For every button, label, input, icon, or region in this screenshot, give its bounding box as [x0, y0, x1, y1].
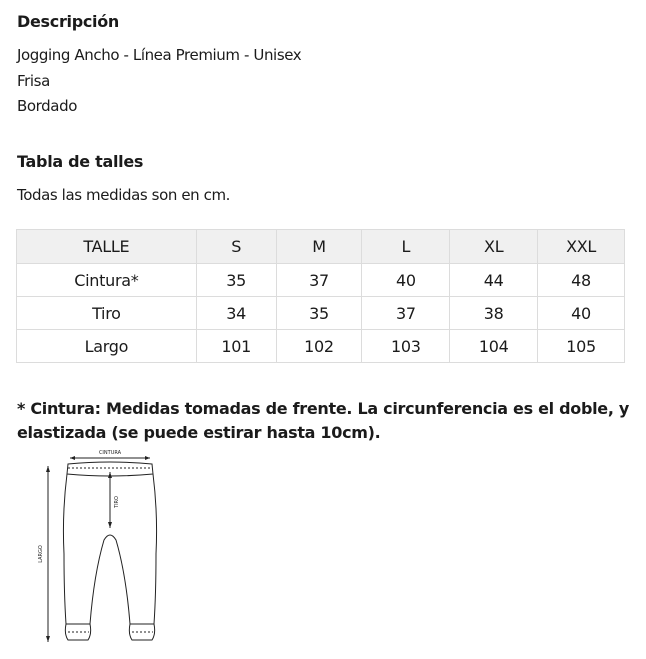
table-row — [17, 330, 625, 363]
table-cell: 44 — [450, 264, 538, 297]
table-cell: 103 — [362, 330, 450, 363]
row-label: Largo — [17, 330, 197, 363]
description-line: Frisa — [17, 72, 50, 90]
header-cell-s: S — [196, 230, 276, 264]
table-cell: 34 — [196, 297, 276, 330]
table-cell: 35 — [196, 264, 276, 297]
description-line: Jogging Ancho - Línea Premium - Unisex — [17, 46, 302, 64]
table-cell: 35 — [276, 297, 362, 330]
description-heading: Descripción — [17, 12, 120, 31]
table-row — [17, 297, 625, 330]
largo-label: LARGO — [38, 545, 44, 563]
header-cell-xxl: XXL — [538, 230, 625, 264]
table-cell: 40 — [362, 264, 450, 297]
table-cell: 48 — [538, 264, 625, 297]
header-cell-m: M — [276, 230, 362, 264]
header-cell-xl: XL — [450, 230, 538, 264]
table-cell: 105 — [538, 330, 625, 363]
tiro-label: TIRO — [114, 496, 120, 508]
size-table — [16, 229, 625, 363]
cintura-label: CINTURA — [98, 450, 122, 456]
row-label: Tiro — [17, 297, 197, 330]
description-line: Bordado — [17, 97, 77, 115]
table-cell: 38 — [450, 297, 538, 330]
table-cell: 37 — [362, 297, 450, 330]
waist-note: * Cintura: Medidas tomadas de frente. La circunferencia es el doble, y elastizada (se puede estirar hasta 10cm). — [17, 399, 630, 442]
row-label: Cintura* — [17, 264, 197, 297]
table-row — [17, 264, 625, 297]
table-cell: 40 — [538, 297, 625, 330]
table-cell: 37 — [276, 264, 362, 297]
size-table-subtitle: Todas las medidas son en cm. — [17, 186, 231, 204]
size-table-heading: Tabla de talles — [17, 152, 144, 171]
table-cell: 101 — [196, 330, 276, 363]
table-cell: 104 — [450, 330, 538, 363]
table-cell: 102 — [276, 330, 362, 363]
pants-diagram — [28, 444, 168, 654]
header-cell-l: L — [362, 230, 450, 264]
table-header-row — [17, 230, 625, 264]
header-cell-talle: TALLE — [17, 230, 197, 264]
